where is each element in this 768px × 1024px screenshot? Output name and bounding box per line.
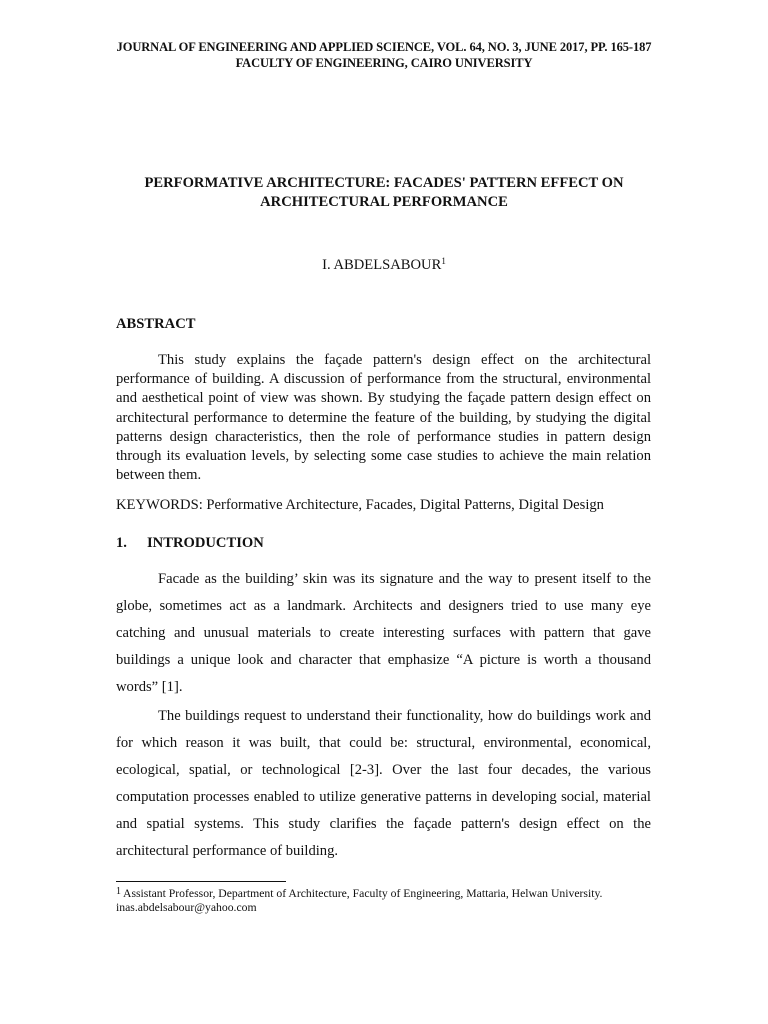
author-name: I. ABDELSABOUR (322, 257, 442, 273)
section-number: 1. (116, 535, 127, 551)
footnote (116, 887, 676, 915)
paper-title-line-2: ARCHITECTURAL PERFORMANCE (260, 194, 508, 210)
abstract-body: This study explains the façade pattern's design effect on the architectural performance of building. A discussion of performance from the structural, environmental and aesthetical point of view was shown. By studying the façade pattern design effect on architectural performance to determine the feature of the building, by studying the digital patterns design characteristics, then the role of performance studies in pattern design through its evaluation levels, by selecting some case studies to achieve the main relation between them. (116, 352, 651, 484)
paper-title (100, 174, 668, 212)
paper-title-line-1: PERFORMATIVE ARCHITECTURE: FACADES' PATTERN EFFECT ON (144, 175, 624, 191)
footnote-email[interactable]: inas.abdelsabour@yahoo.com (116, 901, 257, 914)
author-footnote-marker[interactable]: 1 (441, 256, 446, 266)
author-line (0, 257, 768, 274)
footnote-divider (116, 881, 286, 882)
abstract-heading: ABSTRACT (116, 316, 196, 332)
section-heading-introduction (116, 535, 264, 552)
introduction-paragraph-2: The buildings request to understand their functionality, how do buildings work and for which reason it was built, that could be: structural, environmental, economical, ecological, spatial, or technological [2-3]. Over the last four decades, the various computation processes enabled to utilize generative patterns in developing social, material and spatial systems. This study clarifies the façade pattern's design effect on the architectural performance of building. (116, 708, 651, 860)
journal-header-line-2: FACULTY OF ENGINEERING, CAIRO UNIVERSITY (235, 55, 533, 70)
introduction-paragraph-1: Facade as the building’ skin was its signature and the way to present itself to the globe, sometimes act as a landmark. Architects and designers tried to use many eye catching and unusual materials to create interesting surfaces with pattern that gave buildings a unique look and character that emphasize “A picture is worth a thousand words” [1]. (116, 571, 651, 696)
footnote-affiliation: Assistant Professor, Department of Architecture, Faculty of Engineering, Mattaria, Helwan University. (123, 887, 603, 900)
footnote-marker: 1 (116, 886, 121, 897)
journal-header-line-1: JOURNAL OF ENGINEERING AND APPLIED SCIENCE, VOL. 64, NO. 3, JUNE 2017, PP. 165-187 (116, 40, 652, 54)
keywords-line: KEYWORDS: Performative Architecture, Facades, Digital Patterns, Digital Design (116, 497, 604, 513)
footnote-line-1 (116, 887, 676, 901)
journal-header (0, 40, 768, 71)
section-title: INTRODUCTION (147, 535, 264, 551)
